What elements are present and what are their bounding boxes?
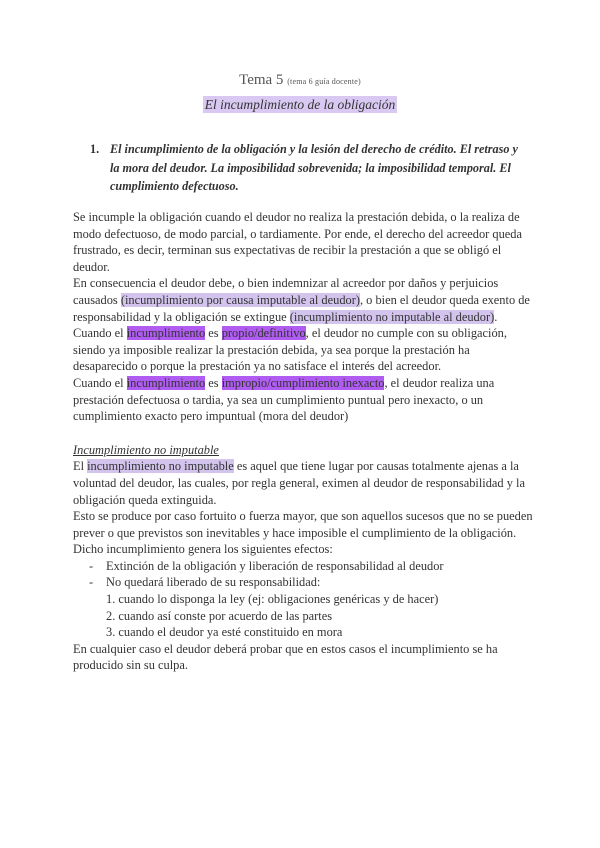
list-item: - Extinción de la obligación y liberación de responsabilidad al deudor [89, 558, 533, 575]
sub-list-item: 2. cuando así conste por acuerdo de las partes [106, 608, 333, 623]
section-title-text: Incumplimiento no imputable [73, 442, 219, 457]
paragraph-consequences [73, 275, 533, 325]
paragraph-intro: Se incumple la obligación cuando el deudor no realiza la prestación debida, o la realiza de modo defectuoso, de modo parcial, o tardiamente. Por ende, el derecho del acreedor queda frustrado, es decir, terminan sus expectativas de recibir la prestación a que se obligó el deudor. [73, 210, 522, 274]
highlight-propio: propio/definitivo [221, 326, 306, 341]
text-run: es [205, 326, 222, 341]
paragraph-impropio [73, 375, 533, 425]
highlight-definition: incumplimiento no imputable [87, 459, 234, 474]
paragraph-definition [73, 458, 533, 508]
spacer [73, 425, 533, 442]
highlight-impropio: impropio/cumplimiento inexacto [221, 375, 385, 390]
text-run: Cuando el [73, 375, 127, 390]
section-title [73, 442, 533, 459]
paragraph-propio [73, 325, 533, 375]
text-run: . [494, 309, 498, 324]
text-run: es [205, 375, 222, 390]
page-subtitle: El incumplimiento de la obligación [204, 97, 396, 112]
sub-list [73, 591, 533, 641]
paragraph-caso-fortuito: Esto se produce por caso fortuito o fuerza mayor, que son aquellos sucesos que no se pueden prever o que previstos son inevitables y hace imposible el cumplimiento de la obligación. [73, 509, 533, 540]
effects-list [73, 558, 533, 591]
title-text: Tema 5 [239, 72, 284, 88]
text-run: Cuando el [73, 326, 127, 341]
page-title [0, 72, 600, 89]
text-run: , el deudor no cumple con su obligación, siendo ya imposible realizar la prestación debida, ya sea porque la prestación ha desaparecido o porque la prestación ya no satisface el interés del acreedor. [73, 326, 507, 374]
subtitle-row [0, 96, 600, 114]
text-run: es aquel que tiene lugar por causas totalmente ajenas a la voluntad del deudor, las cuales, por regla general, eximen al deudor de responsabilidad y la obligación queda extinguida. [73, 459, 525, 507]
title-note: (tema 6 guía docente) [287, 77, 361, 86]
highlight-incumplimiento: incumplimiento [126, 375, 206, 390]
text-run: En consecuencia el deudor debe, o bien indemnizar al acreedor por daños y perjuicios causados [73, 276, 499, 307]
text-run: , el deudor realiza una prestación defectuosa o tardia, ya sea un cumplimiento puntual pero inexacto, o un cumplimiento exacto pero impuntual (mora del deudor) [73, 375, 495, 424]
section-heading-text: El incumplimiento de la obligación y la lesión del derecho de crédito. El retraso y la mora del deudor. La imposibilidad sobrevenida; la imposibilidad temporal. El cumplimiento defectuoso. [110, 142, 518, 193]
sub-list-item: 3. cuando el deudor ya esté constituido en mora [106, 625, 343, 640]
paragraph-conclusion: En cualquier caso el deudor deberá probar que en estos casos el incumplimiento se ha producido sin su culpa. [73, 641, 498, 673]
highlight-imputable: (incumplimiento por causa imputable al deudor) [120, 292, 360, 307]
paragraph-efectos: Dicho incumplimiento genera los siguientes efectos: [73, 542, 333, 557]
list-item: - No quedará liberado de su responsabilidad: [89, 574, 533, 591]
text-run: El [73, 459, 88, 474]
section-heading [90, 140, 520, 196]
sub-list-item: 1. cuando lo disponga la ley (ej: obligaciones genéricas y de hacer) [106, 592, 439, 607]
document-body [73, 209, 533, 674]
highlight-no-imputable: (incumplimiento no imputable al deudor) [289, 309, 495, 324]
section-number: 1. [90, 142, 100, 156]
text-run: , o bien el deudor queda exento de responsabilidad y la obligación se extingue [73, 292, 530, 324]
highlight-incumplimiento: incumplimiento [126, 326, 206, 341]
